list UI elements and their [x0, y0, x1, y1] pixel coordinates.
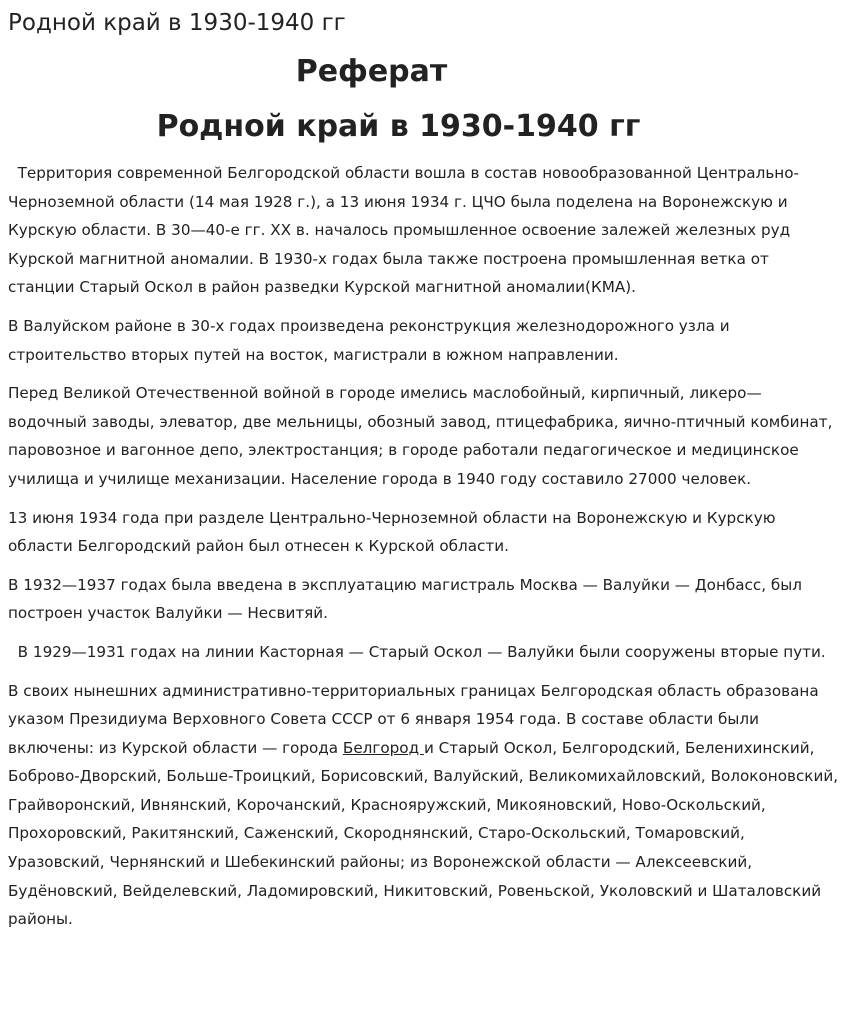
paragraph-valuyki-district: В Валуйском районе в 30-х годах произведена реконструкция железнодорожного узла и строительство вторых путей на восток, магистрали в южном направлении.	[8, 316, 730, 364]
paragraph-territory: Территория современной Белгородской области вошла в состав новообразованной Центрально-Черноземной области (14 мая 1928 г.), а 13 июня 1934 г. ЦЧО была поделена на Воронежскую и Курскую области. В 30—40-е гг. XX в. началось промышленное освоение залежей железных руд Курской магнитной аномалии. В 1930-х годах была также построена промышленная ветка от станции Старый Оскол в район разведки Курской магнитной аномалии(КМА).	[8, 164, 799, 297]
paragraph-region-formation	[8, 677, 839, 934]
paragraph-1934-division: 13 июня 1934 года при разделе Центрально-Черноземной области на Воронежскую и Курскую области Белгородский район был отнесен к Курской области.	[8, 508, 776, 556]
belgorod-link[interactable]: Белгород	[342, 738, 424, 757]
paragraph-railway-1929: В 1929—1931 годах на линии Касторная — Старый Оскол — Валуйки были сооружены вторые пути.	[8, 642, 826, 661]
paragraph-pre-war-industry: Перед Великой Отечественной войной в городе имелись маслобойный, кирпичный, ликеро— водочный заводы, элеватор, две мельницы, обозный завод, птицефабрика, яично-птичный комбинат, паровозное и вагонное депо, электростанция; в городе работали педагогическое и медицинское училища и училище механизации. Население города в 1940 году составило 27000 человек.	[8, 384, 833, 488]
region-formation-text-before: В своих нынешних административно-территориальных границах Белгородская область образована указом Президиума Верховного Совета СССР от 6 января 1954 года. В составе области были включены: из Курской области — города	[8, 681, 819, 757]
document-type-heading: Реферат	[295, 54, 448, 89]
paragraph-railway-1932: В 1932—1937 годах была введена в эксплуатацию магистраль Москва — Валуйки — Донбасс, был построен участок Валуйки — Несвитяй.	[8, 575, 802, 623]
region-formation-text-after: и Старый Оскол, Белгородский, Беленихинский, Боброво-Дворский, Больше-Троицкий, Борисовский, Валуйский, Великомихайловский, Волоконовский, Грайворонский, Ивнянский, Корочанский, Краснояружский, Микояновский, Ново-Оскольский, Прохоровский, Ракитянский, Саженский, Скороднянский, Старо-Оскольский, Томаровский, Уразовский, Чернянский и Шебекинский районы; из Воронежской области — Алексеевский, Будёновский, Вейделевский, Ладомировский, Никитовский, Ровеньской, Уколовский и Шаталовский районы.	[8, 738, 839, 929]
document-title-heading: Родной край в 1930-1940 гг	[156, 109, 641, 144]
page-title: Родной край в 1930-1940 гг	[8, 10, 346, 36]
